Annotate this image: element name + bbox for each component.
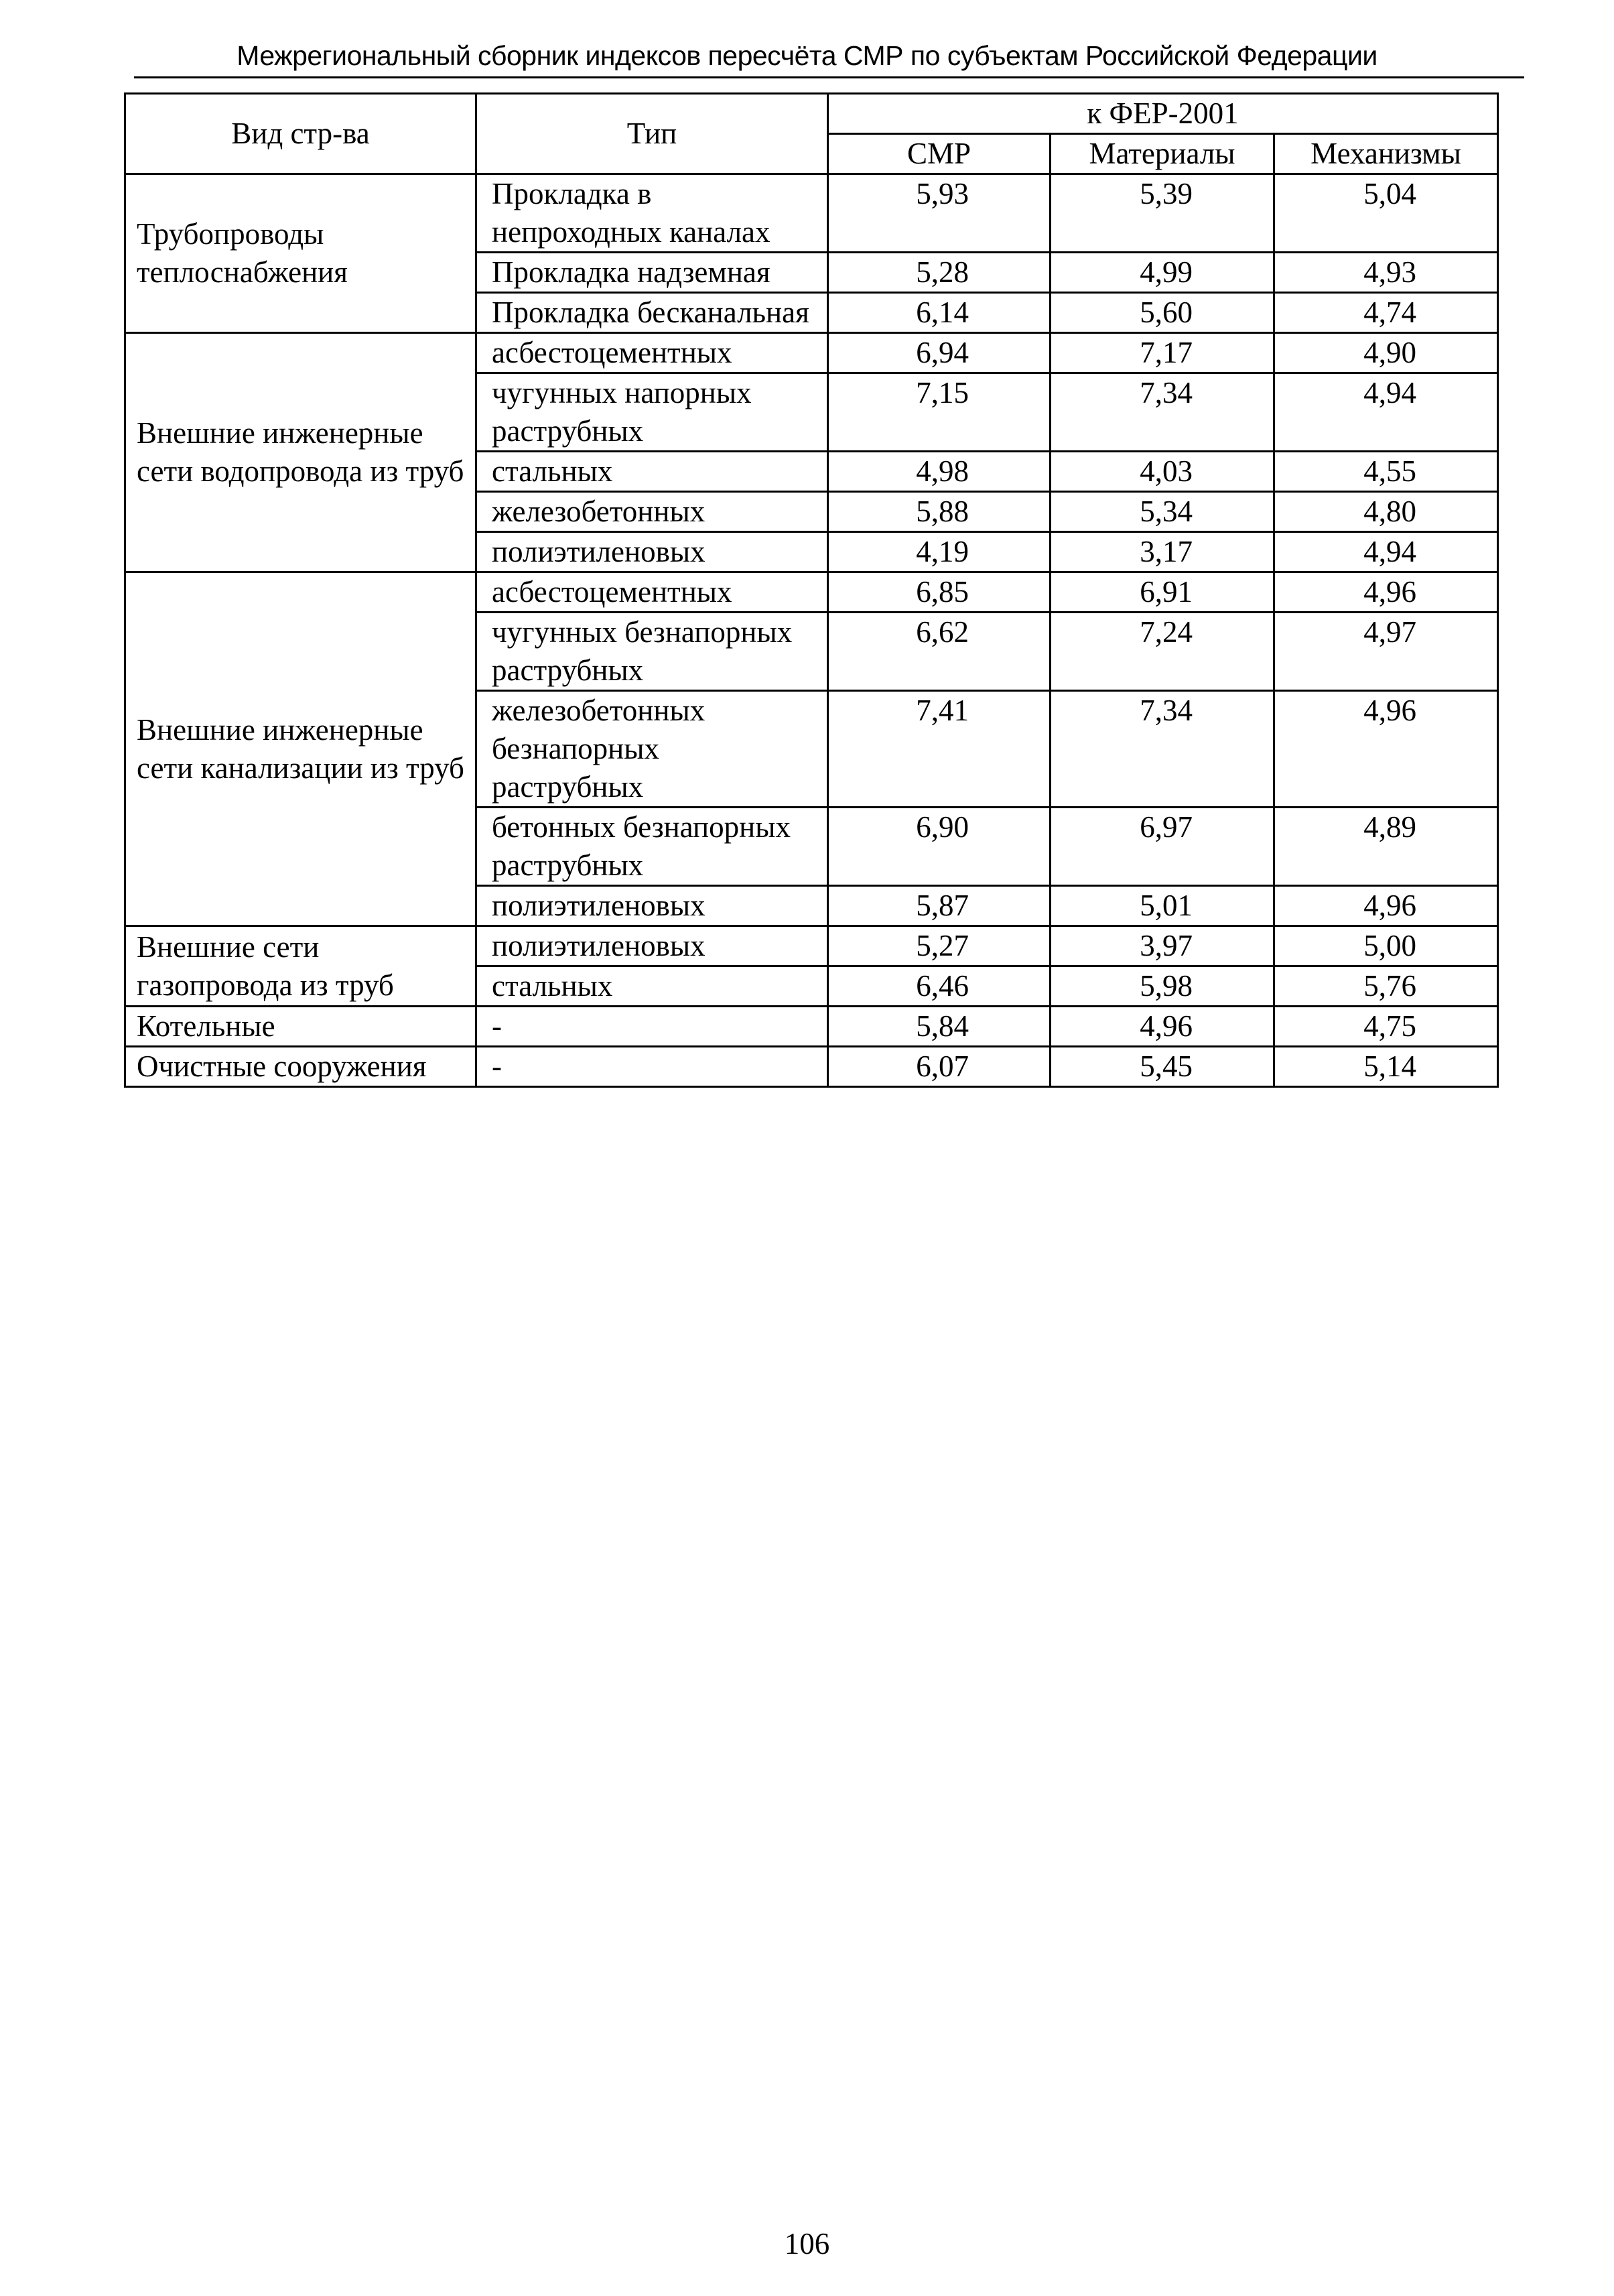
construction-kind-cell: Внешние инженерные сети водопровода из труб (125, 333, 476, 572)
table-header-row (125, 94, 1498, 134)
table-body (125, 174, 1498, 1087)
mechanisms-value-cell: 4,93 (1274, 253, 1498, 293)
table-row (125, 1047, 1498, 1087)
pipe-type-cell: Прокладка бесканальная (476, 293, 828, 333)
materials-value-cell: 3,97 (1051, 926, 1274, 966)
pipe-type-cell: железобетонных безнапорных раструбных (476, 691, 828, 808)
pipe-type-cell: асбестоцементных (476, 572, 828, 613)
construction-kind-cell: Очистные сооружения (125, 1047, 476, 1087)
mechanisms-value-cell: 5,14 (1274, 1047, 1498, 1087)
materials-value-cell: 6,91 (1051, 572, 1274, 613)
smr-value-cell: 6,07 (828, 1047, 1051, 1087)
materials-value-cell: 7,17 (1051, 333, 1274, 373)
materials-value-cell: 6,97 (1051, 808, 1274, 886)
smr-value-cell: 6,14 (828, 293, 1051, 333)
mechanisms-value-cell: 5,76 (1274, 966, 1498, 1007)
materials-value-cell: 4,99 (1051, 253, 1274, 293)
col-header-vid: Вид стр-ва (125, 94, 476, 174)
pipe-type-cell: железобетонных (476, 492, 828, 532)
col-header-materialy: Материалы (1051, 134, 1274, 174)
smr-value-cell: 6,46 (828, 966, 1051, 1007)
smr-value-cell: 6,62 (828, 613, 1051, 691)
pipe-type-cell: Прокладка надземная (476, 253, 828, 293)
construction-kind-cell: Внешние инженерные сети канализации из труб (125, 572, 476, 926)
pipe-type-cell: полиэтиленовых (476, 926, 828, 966)
smr-value-cell: 6,94 (828, 333, 1051, 373)
page-header-title: Межрегиональный сборник индексов пересчёта СМР по субъектам Российской Федерации (237, 40, 1377, 71)
construction-kind-cell: Трубопроводы теплоснабжения (125, 174, 476, 333)
mechanisms-value-cell: 4,96 (1274, 886, 1498, 926)
mechanisms-value-cell: 4,96 (1274, 691, 1498, 808)
smr-value-cell: 4,98 (828, 452, 1051, 492)
materials-value-cell: 5,60 (1051, 293, 1274, 333)
mechanisms-value-cell: 4,89 (1274, 808, 1498, 886)
table-row (125, 572, 1498, 613)
pipe-type-cell: стальных (476, 966, 828, 1007)
pipe-type-cell: бетонных безнапорных раструбных (476, 808, 828, 886)
col-header-smr: СМР (828, 134, 1051, 174)
materials-value-cell: 5,98 (1051, 966, 1274, 1007)
mechanisms-value-cell: 4,74 (1274, 293, 1498, 333)
pipe-type-cell: чугунных безнапорных раструбных (476, 613, 828, 691)
materials-value-cell: 4,96 (1051, 1007, 1274, 1047)
materials-value-cell: 3,17 (1051, 532, 1274, 572)
materials-value-cell: 7,34 (1051, 691, 1274, 808)
mechanisms-value-cell: 5,04 (1274, 174, 1498, 253)
page-number: 106 (784, 2227, 830, 2260)
mechanisms-value-cell: 4,94 (1274, 532, 1498, 572)
materials-value-cell: 7,34 (1051, 373, 1274, 452)
pipe-type-cell: чугунных напорных раструбных (476, 373, 828, 452)
smr-value-cell: 5,27 (828, 926, 1051, 966)
pipe-type-cell: Прокладка в непроходных каналах (476, 174, 828, 253)
smr-value-cell: 7,15 (828, 373, 1051, 452)
pipe-type-cell: - (476, 1007, 828, 1047)
pipe-type-cell: полиэтиленовых (476, 532, 828, 572)
mechanisms-value-cell: 4,90 (1274, 333, 1498, 373)
materials-value-cell: 5,45 (1051, 1047, 1274, 1087)
col-header-group: к ФЕР-2001 (828, 94, 1498, 134)
pipe-type-cell: стальных (476, 452, 828, 492)
mechanisms-value-cell: 4,96 (1274, 572, 1498, 613)
table-row (125, 926, 1498, 966)
smr-value-cell: 4,19 (828, 532, 1051, 572)
mechanisms-value-cell: 4,75 (1274, 1007, 1498, 1047)
materials-value-cell: 5,39 (1051, 174, 1274, 253)
index-table (124, 92, 1499, 1088)
smr-value-cell: 5,28 (828, 253, 1051, 293)
mechanisms-value-cell: 4,80 (1274, 492, 1498, 532)
construction-kind-cell: Котельные (125, 1007, 476, 1047)
mechanisms-value-cell: 4,55 (1274, 452, 1498, 492)
pipe-type-cell: асбестоцементных (476, 333, 828, 373)
col-header-mekhanizmy: Механизмы (1274, 134, 1498, 174)
col-header-tip: Тип (476, 94, 828, 174)
table-row (125, 333, 1498, 373)
construction-kind-cell: Внешние сети газопровода из труб (125, 926, 476, 1007)
table-row (125, 1007, 1498, 1047)
smr-value-cell: 6,85 (828, 572, 1051, 613)
table-row (125, 174, 1498, 253)
materials-value-cell: 4,03 (1051, 452, 1274, 492)
header-rule (134, 76, 1524, 78)
smr-value-cell: 5,87 (828, 886, 1051, 926)
materials-value-cell: 7,24 (1051, 613, 1274, 691)
smr-value-cell: 5,88 (828, 492, 1051, 532)
smr-value-cell: 5,84 (828, 1007, 1051, 1047)
mechanisms-value-cell: 5,00 (1274, 926, 1498, 966)
mechanisms-value-cell: 4,94 (1274, 373, 1498, 452)
mechanisms-value-cell: 4,97 (1274, 613, 1498, 691)
smr-value-cell: 5,93 (828, 174, 1051, 253)
smr-value-cell: 6,90 (828, 808, 1051, 886)
smr-value-cell: 7,41 (828, 691, 1051, 808)
materials-value-cell: 5,01 (1051, 886, 1274, 926)
pipe-type-cell: полиэтиленовых (476, 886, 828, 926)
materials-value-cell: 5,34 (1051, 492, 1274, 532)
pipe-type-cell: - (476, 1047, 828, 1087)
